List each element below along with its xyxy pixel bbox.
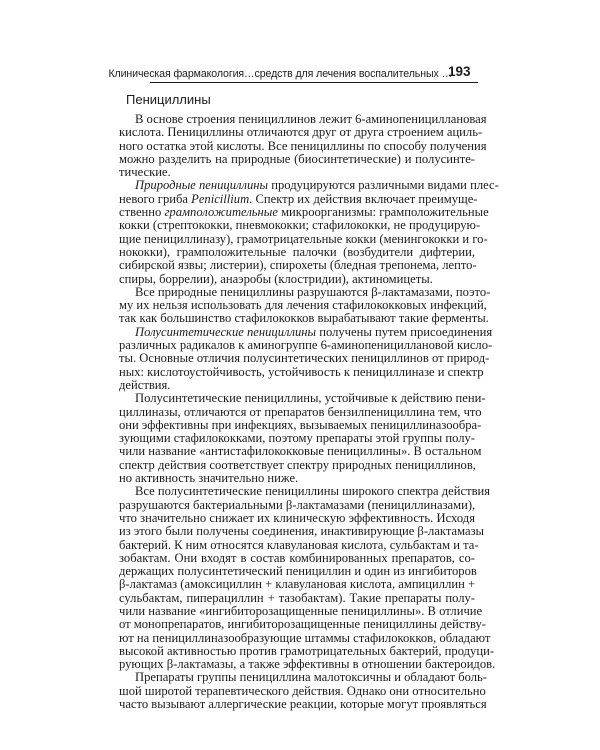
text-line: зобактам. Они входят в состав комбинированных препаратов, со- <box>119 550 475 565</box>
paragraph-6 <box>119 484 496 672</box>
text-fragment: получены путем присоединения <box>316 324 493 339</box>
paragraph-2 <box>119 178 499 286</box>
running-header <box>108 64 478 83</box>
text-fragment: микроорганизмы: грамположительные <box>277 205 489 220</box>
text-line: чили название «ингибиторозащищенные пенициллины». В отличие <box>119 603 483 618</box>
text-line: кокки (стрептококки, пневмококки; стафилококки, не продуцирую- <box>119 218 481 233</box>
text-line: Все полусинтетические пенициллины широкого спектра действия <box>135 484 491 499</box>
text-line: Все природные пенициллины разрушаются β-лактамазами, поэто- <box>135 284 491 299</box>
text-line: бактерий. К ним относятся клавулановая кислота, сульбактам и та- <box>119 537 479 552</box>
text-line <box>119 324 493 339</box>
term-penicillium: Penicillium <box>191 191 250 206</box>
text-line: β-лактамаз (амоксициллин + клавулановая кислота, ампициллин + <box>119 577 476 592</box>
text-line: можно разделить на природные (биосинтетические) и полусинте- <box>119 151 475 166</box>
text-line: часто вызывают аллергические реакции, которые могут проявляться <box>119 697 487 712</box>
text-line: шой широтой терапевтического действия. Однако они относительно <box>119 683 486 698</box>
text-line: но активность значительно ниже. <box>119 471 299 486</box>
text-line: спектр действия соответствует спектру природных пенициллинов, <box>119 457 476 472</box>
text-line: ты. Основные отличия полусинтетических пенициллинов от природ- <box>119 351 490 366</box>
text-line: от монопрепаратов, ингибиторозащищенные пенициллины действу- <box>119 617 486 632</box>
text-line: высокой активностью против грамотрицательных бактерий, продуци- <box>119 643 495 658</box>
text-line: циллиназы, отличаются от препаратов бензилпенициллина тем, что <box>119 404 482 419</box>
text-line: держащих полусинтетический пенициллин и один из ингибиторов <box>119 564 477 579</box>
text-line: нококки), грамположительные палочки (возбудители дифтерии, <box>119 244 475 259</box>
text-line: сульбактам, пиперациллин + тазобактам). Такие препараты полу- <box>119 590 475 605</box>
text-fragment: продуцируются различными видами плес- <box>268 178 499 193</box>
text-line: действия. <box>119 377 171 392</box>
running-header-title: Клиническая фармакология…средств для лечения воспалительных … <box>108 68 452 80</box>
text-line: что значительно снижает их клиническую эффективность. Исходя <box>119 510 475 525</box>
paragraph-7 <box>119 670 487 712</box>
text-line: Полусинтетические пенициллины, устойчивые к действию пени- <box>135 391 486 406</box>
body-text <box>119 112 499 712</box>
text-line: чили название «антистафилококковые пенициллины». В остальном <box>119 444 482 459</box>
paragraph-4 <box>119 324 493 392</box>
text-line: зующими стафилококками, поэтому препараты этой группы полу- <box>119 431 475 446</box>
text-line <box>119 191 478 206</box>
term-gram-positive: грамположительные <box>164 205 278 220</box>
text-line: сибирской язвы; листерии), спирохеты (бледная трепонема, лепто- <box>119 258 477 273</box>
term-semisynthetic-penicillins: Полусинтетические пенициллины <box>135 324 317 339</box>
text-line: разрушаются бактериальными β-лактамазами (пенициллиназами), <box>119 497 476 512</box>
paragraph-1 <box>119 112 487 180</box>
text-line: они эффективны при инфекциях, вызываемых пенициллиназообра- <box>119 417 482 432</box>
page-number: 193 <box>448 64 471 79</box>
term-natural-penicillins: Природные пенициллины <box>135 178 269 193</box>
text-line: ных: кислотоустойчивость, устойчивость к пенициллиназе и спектр <box>119 364 484 379</box>
text-line: различных радикалов к аминогруппе 6-аминопенициллановой кисло- <box>119 338 493 353</box>
text-line <box>119 178 499 193</box>
text-line: так как большинство стафилококков вырабатывают такие ферменты. <box>119 311 489 326</box>
text-line: тические. <box>119 165 171 180</box>
text-fragment: невого гриба <box>119 191 192 206</box>
text-line: му их нельзя использовать для лечения стафилококковых инфекций, <box>119 298 487 313</box>
paragraph-5 <box>119 391 486 486</box>
text-line <box>119 205 489 220</box>
text-line: рующих β-лактамазы, а также эффективны в отношении бактероидов. <box>119 657 496 672</box>
text-line: щие пенициллиназу), грамотрицательные кокки (менингококки и го- <box>119 231 488 246</box>
text-fragment: . Спектр их действия включает преимуще- <box>249 191 478 206</box>
text-line: В основе строения пенициллинов лежит 6-аминопенициллановая <box>135 112 487 126</box>
text-line: кислота. Пенициллины отличаются друг от друга строением ациль- <box>119 125 483 140</box>
paragraph-3 <box>119 284 491 326</box>
text-line: ного остатка этой кислоты. Все пенициллины по способу получения <box>119 138 487 153</box>
text-line: Препараты группы пенициллина малотоксичны и обладают боль- <box>135 670 487 685</box>
text-fragment: ственно <box>119 205 165 220</box>
section-heading: Пенициллины <box>126 92 211 107</box>
text-line: из этого были получены соединения, инактивирующие β-лактамазы <box>119 524 485 539</box>
text-line: ют на пенициллиназообразующие штаммы стафилококков, обладают <box>119 630 491 645</box>
text-line: спиры, боррелии), анаэробы (клостридии), актиномицеты. <box>119 271 433 286</box>
